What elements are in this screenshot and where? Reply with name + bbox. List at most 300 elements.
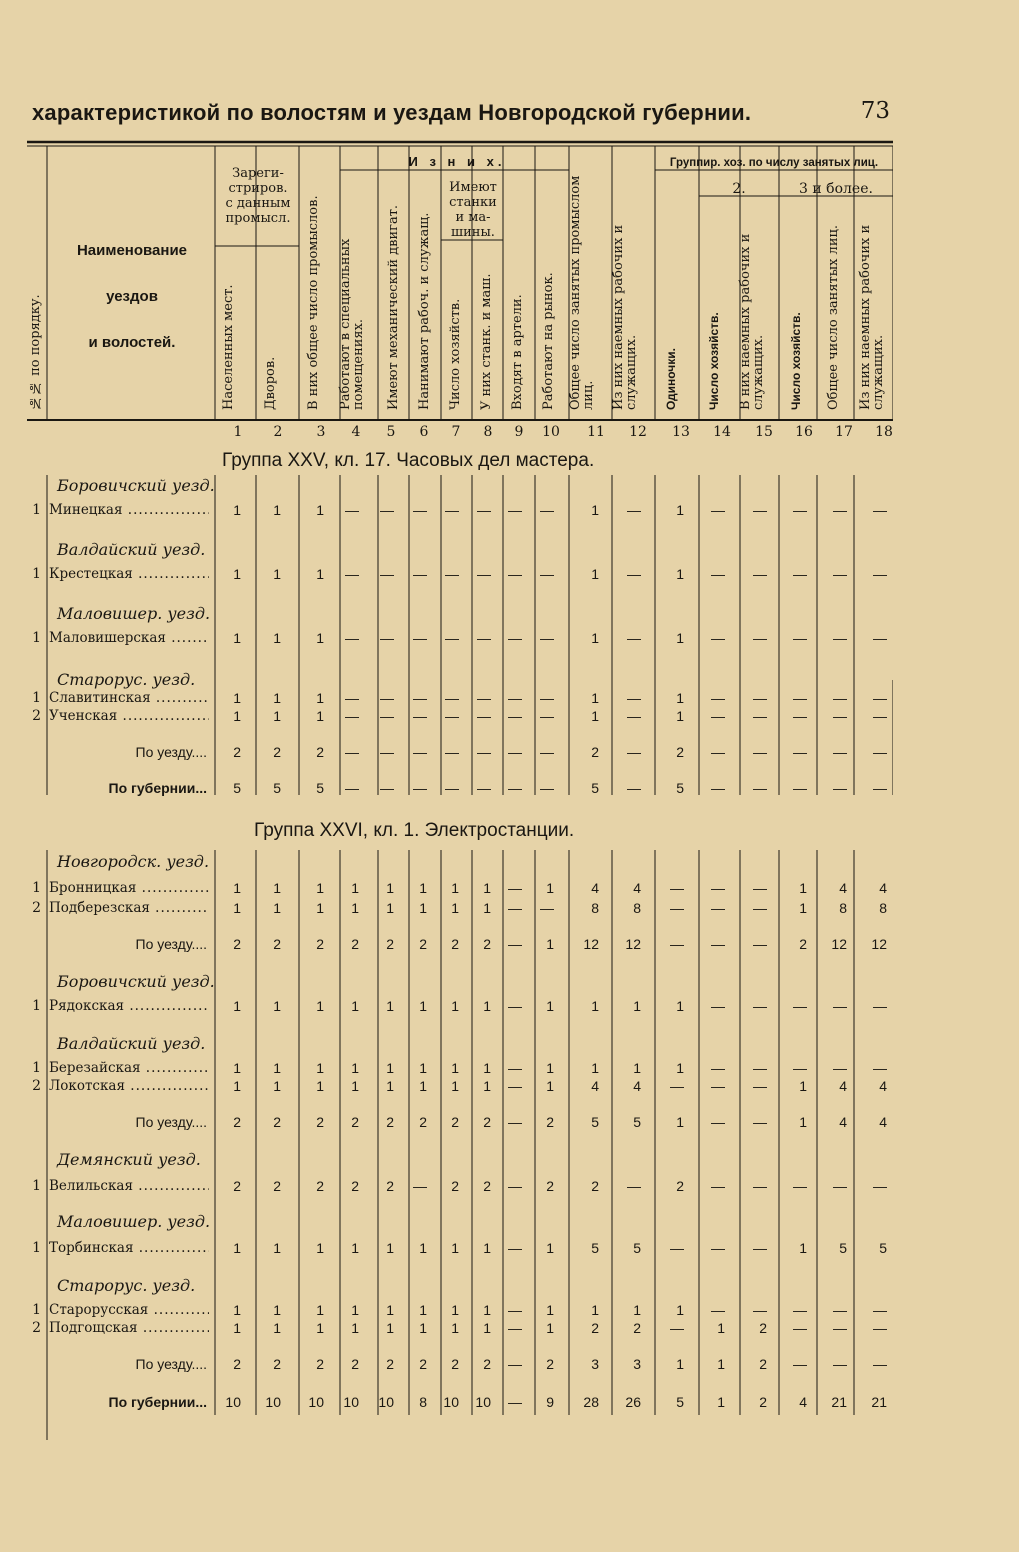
cell-col8: — <box>477 566 491 582</box>
column-number: 5 <box>386 424 396 440</box>
row-label: Березайская ..... <box>49 1060 209 1076</box>
cell-col4: 2 <box>351 936 359 952</box>
cell-col1: 2 <box>233 744 241 760</box>
table-row <box>27 900 893 920</box>
cell-col5: — <box>380 708 394 724</box>
cell-col2: 1 <box>273 630 281 646</box>
cell-col1: 2 <box>233 1114 241 1130</box>
cell-col18: — <box>873 630 887 646</box>
cell-col16: — <box>793 566 807 582</box>
cell-col8: — <box>477 708 491 724</box>
cell-col9: — <box>508 708 522 724</box>
column-number: 15 <box>755 424 773 440</box>
column-number: 1 <box>233 424 243 440</box>
cell-col12: 5 <box>633 1114 641 1130</box>
cell-col15: — <box>753 1240 767 1256</box>
cell-col3: 1 <box>316 1078 324 1094</box>
cell-col5: 1 <box>386 1078 394 1094</box>
cell-col18: — <box>873 1060 887 1076</box>
cell-col15: — <box>753 998 767 1014</box>
table-row <box>27 1240 893 1260</box>
cell-col12: 1 <box>633 998 641 1014</box>
cell-col16: — <box>793 1356 807 1372</box>
grouping-header: Группир. хоз. по числу занятых лиц. <box>669 157 879 169</box>
cell-col6: — <box>413 566 427 582</box>
cell-col12: — <box>627 744 641 760</box>
cell-col10: — <box>540 690 554 706</box>
cell-col7: 1 <box>451 1320 459 1336</box>
cell-col1: 1 <box>233 1302 241 1318</box>
cell-col6: 1 <box>419 998 427 1014</box>
cell-col14: — <box>711 1178 725 1194</box>
cell-col14: — <box>711 900 725 916</box>
column-number: 4 <box>351 424 361 440</box>
col4-header: Работают в специальных помещениях. <box>338 238 366 410</box>
cell-col4: 1 <box>351 900 359 916</box>
cell-col13: 1 <box>676 566 684 582</box>
cell-col13: 5 <box>676 780 684 796</box>
cell-col10: 1 <box>546 880 554 896</box>
cell-col18: 4 <box>879 880 887 896</box>
name-header <box>57 228 207 366</box>
cell-col16: — <box>793 780 807 796</box>
cell-col2: 5 <box>273 780 281 796</box>
cell-col3: 2 <box>316 1114 324 1130</box>
cell-col12: — <box>627 690 641 706</box>
cell-col13: — <box>670 1320 684 1336</box>
cell-col7: 1 <box>451 1302 459 1318</box>
uezd-heading: Боровичский уезд. <box>57 476 215 495</box>
cell-col14: — <box>711 1078 725 1094</box>
cell-col7: — <box>445 780 459 796</box>
total-row <box>27 1114 893 1134</box>
cell-col17: — <box>833 780 847 796</box>
cell-col10: 1 <box>546 936 554 952</box>
row-label: По уезду.... <box>135 936 207 952</box>
registered-header-line: Зареги- <box>232 166 284 181</box>
cell-col2: 1 <box>273 1078 281 1094</box>
cell-col1: 1 <box>233 566 241 582</box>
group-two-header: 2. <box>732 181 746 197</box>
cell-col16: 4 <box>799 1394 807 1410</box>
column-number: 10 <box>542 424 560 440</box>
cell-col10: 2 <box>546 1178 554 1194</box>
cell-col13: 1 <box>676 998 684 1014</box>
cell-col12: 4 <box>633 1078 641 1094</box>
cell-col9: — <box>508 1240 522 1256</box>
cell-col18: 12 <box>871 936 887 952</box>
cell-col11: 2 <box>591 744 599 760</box>
cell-col1: 2 <box>233 1178 241 1194</box>
cell-col15: — <box>753 900 767 916</box>
cell-col9: — <box>508 880 522 896</box>
cell-col16: — <box>793 502 807 518</box>
cell-col12: 12 <box>625 936 641 952</box>
cell-col7: 2 <box>451 1356 459 1372</box>
cell-col9: — <box>508 566 522 582</box>
cell-col3: 1 <box>316 630 324 646</box>
cell-col2: 1 <box>273 880 281 896</box>
cell-col11: 3 <box>591 1356 599 1372</box>
cell-col11: 1 <box>591 1060 599 1076</box>
cell-col5: 1 <box>386 1320 394 1336</box>
cell-col12: — <box>627 1178 641 1194</box>
row-label: Маловишерская ..... <box>49 630 209 646</box>
cell-col8: 10 <box>475 1394 491 1410</box>
table-row <box>27 708 893 728</box>
cell-col14: — <box>711 780 725 796</box>
cell-col2: 1 <box>273 998 281 1014</box>
cell-col2: 1 <box>273 708 281 724</box>
cell-col8: 1 <box>483 1302 491 1318</box>
cell-col17: 12 <box>831 936 847 952</box>
cell-col10: — <box>540 630 554 646</box>
cell-col17: — <box>833 1302 847 1318</box>
col7-header: Число хозяйств. <box>448 298 463 410</box>
cell-col8: 2 <box>483 1178 491 1194</box>
column-number: 14 <box>713 424 731 440</box>
cell-col3: 1 <box>316 900 324 916</box>
cell-col13: — <box>670 936 684 952</box>
cell-col13: 2 <box>676 1178 684 1194</box>
cell-col6: — <box>413 708 427 724</box>
row-label: Подберезская ..... <box>49 900 209 916</box>
cell-col6: 1 <box>419 880 427 896</box>
cell-col16: — <box>793 630 807 646</box>
cell-col2: 2 <box>273 1356 281 1372</box>
uezd-heading: Валдайский уезд. <box>57 1034 206 1053</box>
cell-col10: 9 <box>546 1394 554 1410</box>
cell-col9: — <box>508 1178 522 1194</box>
cell-col12: 3 <box>633 1356 641 1372</box>
cell-col7: — <box>445 690 459 706</box>
col2-header: Дворов. <box>263 356 278 410</box>
cell-col12: 1 <box>633 1302 641 1318</box>
row-number: 2 <box>32 1078 41 1094</box>
group2-title: Группа XXVI, кл. 1. Электростанции. <box>254 820 575 841</box>
col10-header: Работают на рынок. <box>541 272 556 410</box>
row-number: 2 <box>32 900 41 916</box>
cell-col15: — <box>753 936 767 952</box>
row-number: 1 <box>32 1302 41 1318</box>
cell-col1: 2 <box>233 936 241 952</box>
cell-col16: 1 <box>799 880 807 896</box>
cell-col1: 1 <box>233 1078 241 1094</box>
cell-col17: — <box>833 708 847 724</box>
page-number: 73 <box>860 98 890 124</box>
cell-col17: — <box>833 1060 847 1076</box>
col1-header: Населенных мест. <box>221 284 236 410</box>
cell-col4: 1 <box>351 998 359 1014</box>
cell-col15: — <box>753 630 767 646</box>
cell-col6: — <box>413 690 427 706</box>
cell-col14: — <box>711 1060 725 1076</box>
row-number: 1 <box>32 690 41 706</box>
cell-col1: 1 <box>233 690 241 706</box>
cell-col4: — <box>345 566 359 582</box>
cell-col4: — <box>345 744 359 760</box>
cell-col6: — <box>413 744 427 760</box>
col9-header: Входят в артели. <box>510 294 525 410</box>
cell-col11: 1 <box>591 708 599 724</box>
cell-col2: 1 <box>273 900 281 916</box>
row-label: Славитинская ..... <box>49 690 209 706</box>
cell-col9: — <box>508 1078 522 1094</box>
cell-col12: 26 <box>625 1394 641 1410</box>
cell-col1: 10 <box>225 1394 241 1410</box>
cell-col4: 1 <box>351 1060 359 1076</box>
cell-col8: 1 <box>483 900 491 916</box>
row-number: 1 <box>32 566 41 582</box>
cell-col16: — <box>793 708 807 724</box>
cell-col2: 1 <box>273 1302 281 1318</box>
cell-col6: 1 <box>419 1320 427 1336</box>
cell-col18: 21 <box>871 1394 887 1410</box>
cell-col2: 10 <box>265 1394 281 1410</box>
col14-header: Число хозяйств. <box>707 312 721 410</box>
uezd-heading: Старорус. уезд. <box>57 670 196 689</box>
cell-col13: — <box>670 1078 684 1094</box>
row-label: Минецкая ..... <box>49 502 209 518</box>
cell-col9: — <box>508 900 522 916</box>
cell-col16: 2 <box>799 936 807 952</box>
row-label: По уезду.... <box>135 744 207 760</box>
cell-col4: 2 <box>351 1178 359 1194</box>
cell-col18: 5 <box>879 1240 887 1256</box>
cell-col5: 2 <box>386 1178 394 1194</box>
name-header-line: Наименование <box>76 242 188 259</box>
cell-col4: 2 <box>351 1356 359 1372</box>
cell-col3: 1 <box>316 1320 324 1336</box>
table-row <box>27 880 893 900</box>
cell-col13: 1 <box>676 1060 684 1076</box>
cell-col16: — <box>793 1320 807 1336</box>
col16-header: Число хозяйств. <box>789 312 803 410</box>
cell-col3: 2 <box>316 1356 324 1372</box>
cell-col16: — <box>793 998 807 1014</box>
cell-col13: — <box>670 900 684 916</box>
order-header: №№ по порядку. <box>28 294 43 410</box>
registered-header-line: промысл. <box>225 211 291 226</box>
cell-col5: — <box>380 780 394 796</box>
col6-header: Нанимают рабоч. и служащ. <box>417 212 432 410</box>
cell-col8: 1 <box>483 1078 491 1094</box>
col15-header: В них наемных рабочих и служащих. <box>738 233 766 410</box>
cell-col11: 28 <box>583 1394 599 1410</box>
cell-col8: — <box>477 780 491 796</box>
cell-col10: 1 <box>546 1320 554 1336</box>
row-number: 2 <box>32 708 41 724</box>
cell-col11: 1 <box>591 630 599 646</box>
cell-col13: 1 <box>676 708 684 724</box>
cell-col13: — <box>670 1240 684 1256</box>
cell-col15: — <box>753 1060 767 1076</box>
cell-col1: 2 <box>233 1356 241 1372</box>
cell-col18: — <box>873 998 887 1014</box>
cell-col5: — <box>380 502 394 518</box>
cell-col10: 1 <box>546 998 554 1014</box>
cell-col12: — <box>627 630 641 646</box>
cell-col3: 1 <box>316 690 324 706</box>
cell-col7: 10 <box>443 1394 459 1410</box>
cell-col3: 2 <box>316 936 324 952</box>
group1-title: Группа XXV, кл. 17. Часовых дел мастера. <box>222 450 595 471</box>
cell-col16: — <box>793 744 807 760</box>
row-number: 1 <box>32 998 41 1014</box>
column-number: 7 <box>451 424 461 440</box>
cell-col5: — <box>380 744 394 760</box>
cell-col6: — <box>413 630 427 646</box>
cell-col15: — <box>753 690 767 706</box>
cell-col17: 4 <box>839 880 847 896</box>
cell-col16: — <box>793 1060 807 1076</box>
cell-col9: — <box>508 780 522 796</box>
cell-col9: — <box>508 1320 522 1336</box>
cell-col1: 1 <box>233 880 241 896</box>
cell-col12: — <box>627 502 641 518</box>
cell-col14: — <box>711 744 725 760</box>
cell-col3: 2 <box>316 744 324 760</box>
cell-col5: 1 <box>386 1240 394 1256</box>
cell-col1: 1 <box>233 1060 241 1076</box>
cell-col14: 1 <box>717 1356 725 1372</box>
cell-col7: 1 <box>451 1060 459 1076</box>
cell-col11: 1 <box>591 502 599 518</box>
table-row <box>27 502 893 522</box>
cell-col5: 2 <box>386 1356 394 1372</box>
cell-col3: 1 <box>316 998 324 1014</box>
cell-col12: 5 <box>633 1240 641 1256</box>
table-row <box>27 690 893 710</box>
cell-col4: 1 <box>351 1240 359 1256</box>
cell-col10: 1 <box>546 1078 554 1094</box>
cell-col11: 1 <box>591 690 599 706</box>
cell-col3: 1 <box>316 566 324 582</box>
col11-header: Общее число занятых промыслом лиц. <box>568 175 596 410</box>
cell-col16: 1 <box>799 1078 807 1094</box>
column-number: 9 <box>514 424 524 440</box>
row-number: 1 <box>32 502 41 518</box>
cell-col1: 1 <box>233 998 241 1014</box>
cell-col18: — <box>873 502 887 518</box>
cell-col7: 2 <box>451 1178 459 1194</box>
cell-col15: — <box>753 1178 767 1194</box>
cell-col15: — <box>753 566 767 582</box>
cell-col6: 1 <box>419 1240 427 1256</box>
cell-col4: — <box>345 502 359 518</box>
col17-header: Общее число занятых лиц. <box>826 225 841 410</box>
cell-col17: — <box>833 744 847 760</box>
cell-col6: — <box>413 780 427 796</box>
cell-col18: — <box>873 744 887 760</box>
col13-header: Одиночки. <box>664 348 678 410</box>
page-header <box>24 98 894 138</box>
cell-col14: — <box>711 1302 725 1318</box>
cell-col18: — <box>873 566 887 582</box>
cell-col8: 1 <box>483 1240 491 1256</box>
uezd-heading: Валдайский уезд. <box>57 540 206 559</box>
cell-col13: 1 <box>676 690 684 706</box>
cell-col3: 5 <box>316 780 324 796</box>
cell-col14: — <box>711 880 725 896</box>
cell-col13: 1 <box>676 502 684 518</box>
column-number: 12 <box>629 424 647 440</box>
registered-header-line: с данным <box>225 196 291 211</box>
column-number: 2 <box>273 424 283 440</box>
cell-col7: — <box>445 630 459 646</box>
cell-col1: 5 <box>233 780 241 796</box>
row-label: По губернии... <box>108 780 207 796</box>
row-label: Торбинская ..... <box>49 1240 209 1256</box>
row-number: 1 <box>32 630 41 646</box>
name-header-line: уездов <box>106 288 158 305</box>
row-label: По уезду.... <box>135 1356 207 1372</box>
row-number: 2 <box>32 1320 41 1336</box>
cell-col10: — <box>540 566 554 582</box>
row-label: Подгощская ..... <box>49 1320 209 1336</box>
cell-col3: 1 <box>316 1060 324 1076</box>
registered-header-line: стриров. <box>228 181 288 196</box>
cell-col15: — <box>753 502 767 518</box>
cell-col3: 2 <box>316 1178 324 1194</box>
cell-col10: — <box>540 900 554 916</box>
cell-col1: 1 <box>233 502 241 518</box>
cell-col2: 2 <box>273 1178 281 1194</box>
cell-col12: 4 <box>633 880 641 896</box>
row-label: Локотская ..... <box>49 1078 209 1094</box>
cell-col2: 1 <box>273 502 281 518</box>
cell-col7: — <box>445 566 459 582</box>
cell-col7: — <box>445 708 459 724</box>
cell-col14: — <box>711 1114 725 1130</box>
cell-col5: — <box>380 690 394 706</box>
table-row <box>27 566 893 586</box>
cell-col13: 1 <box>676 1302 684 1318</box>
cell-col2: 1 <box>273 1320 281 1336</box>
cell-col4: 10 <box>343 1394 359 1410</box>
cell-col15: — <box>753 708 767 724</box>
machines-header-line: шины. <box>451 225 495 240</box>
registered-header <box>217 166 299 226</box>
cell-col3: 1 <box>316 880 324 896</box>
cell-col12: 2 <box>633 1320 641 1336</box>
cell-col11: 2 <box>591 1320 599 1336</box>
cell-col17: — <box>833 502 847 518</box>
cell-col10: 1 <box>546 1302 554 1318</box>
cell-col8: 2 <box>483 1356 491 1372</box>
cell-col13: 5 <box>676 1394 684 1410</box>
cell-col3: 1 <box>316 1240 324 1256</box>
cell-col10: — <box>540 744 554 760</box>
cell-col14: — <box>711 936 725 952</box>
cell-col15: — <box>753 780 767 796</box>
cell-col9: — <box>508 502 522 518</box>
cell-col11: 2 <box>591 1178 599 1194</box>
cell-col17: 4 <box>839 1114 847 1130</box>
cell-col6: 2 <box>419 1356 427 1372</box>
cell-col4: 2 <box>351 1114 359 1130</box>
cell-col16: — <box>793 1178 807 1194</box>
cell-col2: 1 <box>273 1240 281 1256</box>
cell-col10: 1 <box>546 1240 554 1256</box>
table-row <box>27 1078 893 1098</box>
cell-col9: — <box>508 630 522 646</box>
statistics-table <box>27 140 893 1440</box>
cell-col14: — <box>711 708 725 724</box>
column-number: 13 <box>672 424 690 440</box>
page-title: характеристикой по волостям и уездам Новгородской губернии. <box>32 100 752 125</box>
cell-col17: — <box>833 566 847 582</box>
